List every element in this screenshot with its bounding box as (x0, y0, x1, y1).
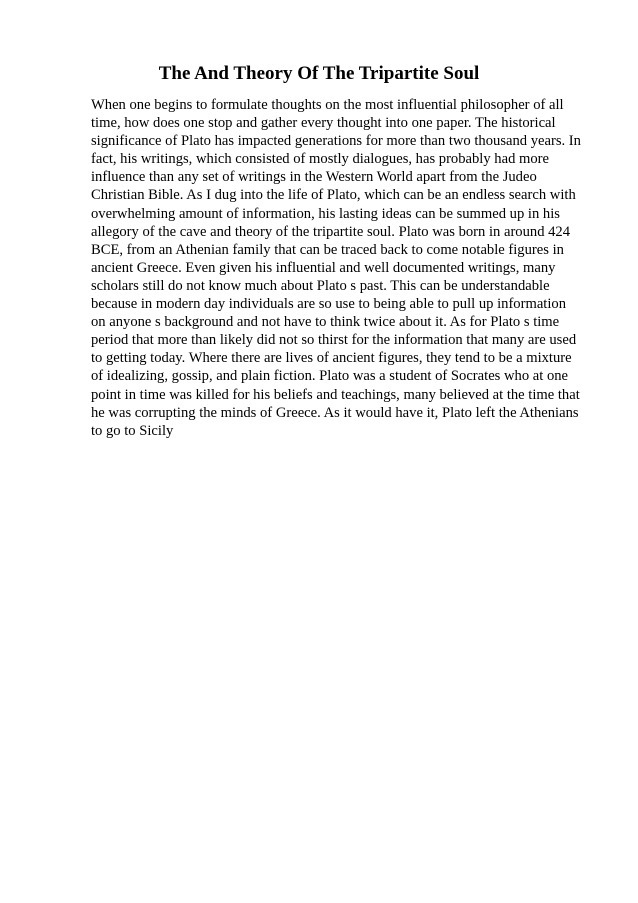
body-line: Christian Bible. As I dug into the life of Plato, which can be an endless search with (91, 187, 576, 204)
body-line: scholars still do not know much about Plato s past. This can be understandable (91, 277, 550, 294)
body-line: point in time was killed for his beliefs and teachings, many believed at the time that (91, 386, 580, 403)
body-line: significance of Plato has impacted generations for more than two thousand years. In (91, 133, 581, 150)
body-line: influence than any set of writings in the Western World apart from the Judeo (91, 169, 537, 186)
body-line: time, how does one stop and gather every thought into one paper. The historical (91, 115, 556, 132)
document-title: The And Theory Of The Tripartite Soul (158, 63, 480, 84)
body-line: fact, his writings, which consisted of mostly dialogues, has probably had more (91, 151, 550, 168)
body-line: ancient Greece. Even given his influential and well documented writings, many (91, 259, 556, 276)
body-line: BCE, from an Athenian family that can be traced back to come notable figures in (91, 241, 564, 258)
body-line: to getting today. Where there are lives of ancient figures, they tend to be a mixture (91, 350, 572, 367)
body-line: overwhelming amount of information, his lasting ideas can be summed up in his (91, 205, 560, 222)
body-line: When one begins to formulate thoughts on the most influential philosopher of all (91, 97, 564, 113)
document-body (91, 96, 581, 440)
body-line: period that more than likely did not so thirst for the information that many are used (91, 332, 577, 349)
body-line: of idealizing, gossip, and plain fiction. Plato was a student of Socrates who at one (91, 368, 569, 385)
body-line: on anyone s background and not have to think twice about it. As for Plato s time (91, 314, 560, 331)
body-line: to go to Sicily (91, 422, 174, 439)
body-line: he was corrupting the minds of Greece. As it would have it, Plato left the Athenians (91, 404, 579, 421)
body-line: allegory of the cave and theory of the tripartite soul. Plato was born in around 424 (91, 223, 571, 240)
body-line: because in modern day individuals are so use to being able to pull up information (91, 296, 566, 313)
